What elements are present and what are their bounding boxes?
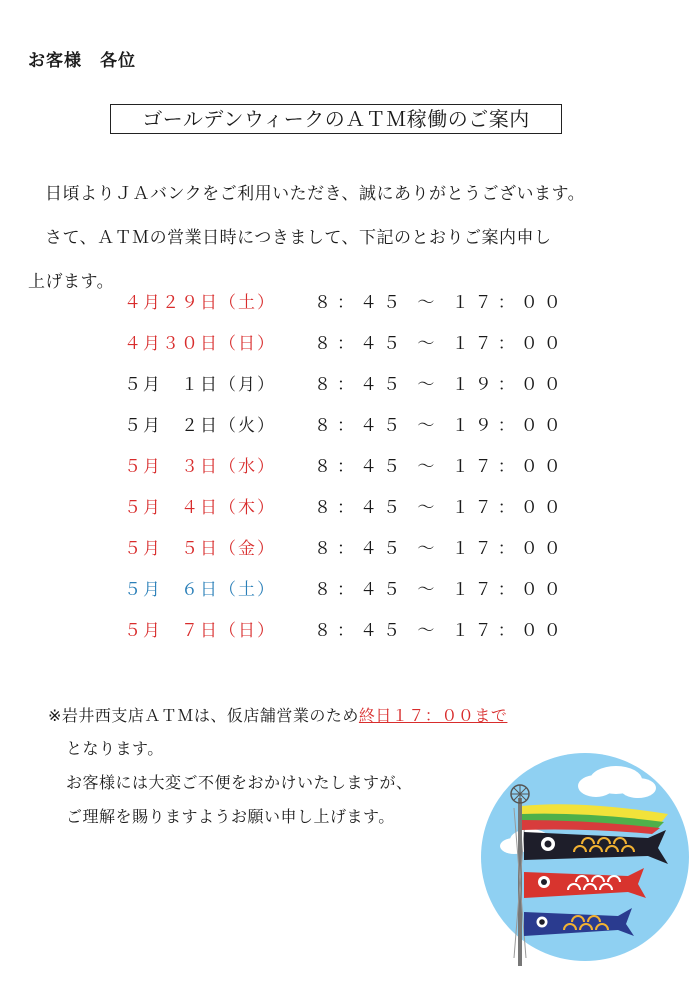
schedule-time: ８：４５ ～ １７：００ bbox=[314, 498, 567, 518]
schedule-date: ５月 ６日（土） bbox=[124, 580, 276, 600]
schedule-row bbox=[124, 288, 567, 318]
note-emphasis: 終日１７：００まで bbox=[358, 706, 508, 725]
schedule-time: ８：４５ ～ １７：００ bbox=[314, 580, 567, 600]
schedule-date: ５月 ４日（木） bbox=[124, 498, 276, 518]
schedule-row bbox=[124, 411, 567, 441]
schedule-date: ４月３０日（日） bbox=[124, 334, 276, 354]
schedule-date: ５月 ７日（日） bbox=[124, 621, 276, 641]
koinobori-icon bbox=[478, 748, 692, 966]
intro-line-2: さて、ＡＴＭの営業日時につきまして、下記のとおりご案内申し bbox=[45, 228, 552, 248]
note-line-1 bbox=[48, 700, 507, 732]
intro-text bbox=[28, 172, 678, 304]
notes bbox=[48, 700, 507, 834]
note-line-4: ご理解を賜りますようお願い申し上げます。 bbox=[66, 807, 395, 826]
note-line-2: となります。 bbox=[66, 739, 164, 758]
schedule-row bbox=[124, 493, 567, 523]
schedule-row bbox=[124, 575, 567, 605]
schedule-time: ８：４５ ～ １９：００ bbox=[314, 416, 567, 436]
schedule-time: ８：４５ ～ １７：００ bbox=[314, 457, 567, 477]
intro-line-1: 日頃よりＪＡバンクをご利用いただき、誠にありがとうございます。 bbox=[45, 184, 586, 204]
schedule-row bbox=[124, 616, 567, 646]
intro-line-3: 上げます。 bbox=[28, 272, 115, 292]
schedule-time: ８：４５ ～ １９：００ bbox=[314, 375, 567, 395]
schedule-row bbox=[124, 452, 567, 482]
schedule-date: ５月 １日（月） bbox=[124, 375, 276, 395]
schedule-date: ５月 ５日（金） bbox=[124, 539, 276, 559]
note-prefix: ※岩井西支店ＡＴＭは、仮店舗営業のため bbox=[48, 706, 359, 725]
salutation: お客様 各位 bbox=[28, 51, 136, 71]
page-title: ゴールデンウィークのＡＴＭ稼働のご案内 bbox=[110, 104, 562, 134]
schedule-time: ８：４５ ～ １７：００ bbox=[314, 334, 567, 354]
schedule-date: ４月２９日（土） bbox=[124, 293, 276, 313]
schedule-date: ５月 ３日（水） bbox=[124, 457, 276, 477]
schedule-row bbox=[124, 329, 567, 359]
schedule-time: ８：４５ ～ １７：００ bbox=[314, 293, 567, 313]
note-line-3: お客様には大変ご不便をおかけいたしますが、 bbox=[66, 773, 413, 792]
schedule-row bbox=[124, 534, 567, 564]
schedule-date: ５月 ２日（火） bbox=[124, 416, 276, 436]
koinobori-illustration bbox=[478, 748, 692, 966]
schedule-row bbox=[124, 370, 567, 400]
schedule-time: ８：４５ ～ １７：００ bbox=[314, 621, 567, 641]
schedule-time: ８：４５ ～ １７：００ bbox=[314, 539, 567, 559]
